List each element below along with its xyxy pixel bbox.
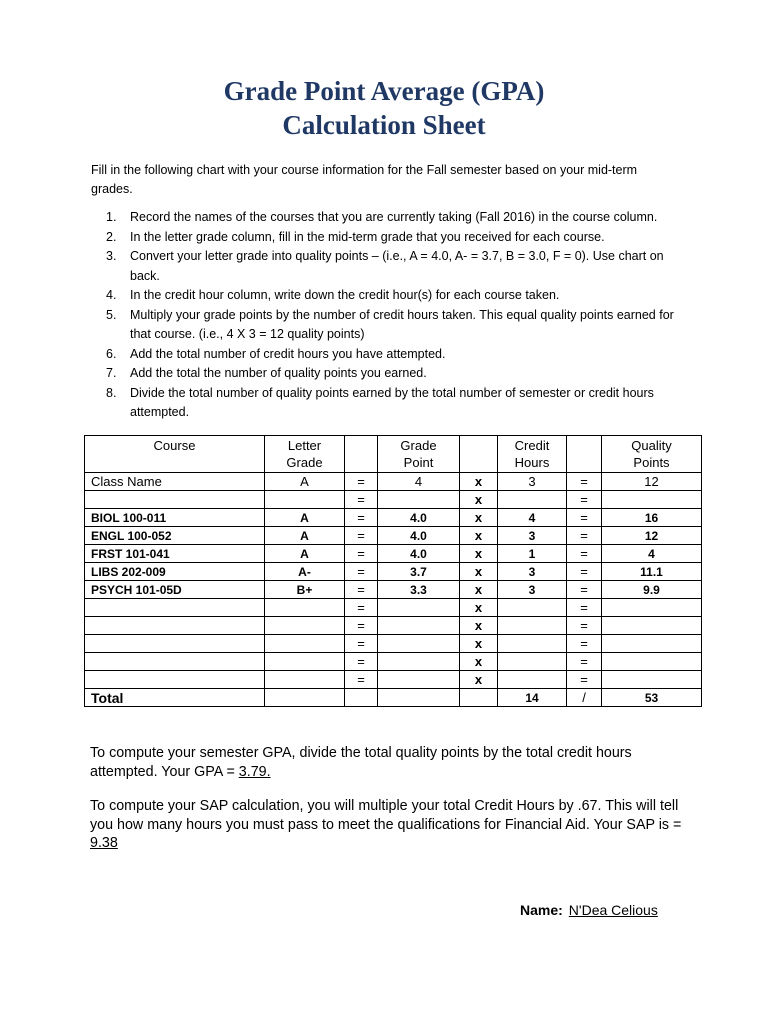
equals-sign: = bbox=[345, 635, 378, 653]
course-cell bbox=[85, 653, 265, 671]
sap-paragraph: To compute your SAP calculation, you will multiple your total Credit Hours by .67. This will tell you how many hours you must pass to meet the qualifications for Financial Aid. Your SAP is = 9.38 bbox=[90, 798, 682, 851]
table-header-row bbox=[85, 436, 702, 473]
quality-points-cell: 11.1 bbox=[602, 563, 702, 581]
title-line-1: Grade Point Average (GPA) bbox=[223, 76, 545, 106]
equals-sign: = bbox=[567, 563, 602, 581]
equals-sign: = bbox=[345, 491, 378, 509]
grade-point-cell: 4 bbox=[378, 473, 460, 491]
credit-hours-cell bbox=[498, 653, 567, 671]
equals-sign: = bbox=[567, 617, 602, 635]
equals-sign: = bbox=[345, 473, 378, 491]
times-sign: x bbox=[460, 599, 498, 617]
equals-sign: = bbox=[567, 635, 602, 653]
gpa-table bbox=[84, 435, 702, 707]
instruction-step: 6. Add the total number of credit hours you have attempted. bbox=[106, 346, 446, 361]
times-sign: x bbox=[460, 491, 498, 509]
blank-header bbox=[345, 436, 378, 473]
times-sign: x bbox=[460, 563, 498, 581]
title-line-2: Calculation Sheet bbox=[282, 110, 486, 140]
divide-sign: / bbox=[567, 689, 602, 707]
credit-hours-cell bbox=[498, 491, 567, 509]
quality-points-cell bbox=[602, 653, 702, 671]
letter-grade-cell bbox=[265, 653, 345, 671]
grade-point-cell bbox=[378, 617, 460, 635]
instruction-step: 4. In the credit hour column, write down the credit hour(s) for each course taken. bbox=[106, 288, 560, 302]
empty-cell bbox=[345, 689, 378, 707]
quality-points-cell bbox=[602, 617, 702, 635]
quality-points-cell: 16 bbox=[602, 509, 702, 527]
course-cell bbox=[85, 671, 265, 689]
credit-hours-cell: 3 bbox=[498, 563, 567, 581]
times-sign: x bbox=[460, 653, 498, 671]
equals-sign: = bbox=[345, 671, 378, 689]
times-sign: x bbox=[460, 635, 498, 653]
table-row bbox=[85, 509, 702, 527]
credit-hours-cell bbox=[498, 599, 567, 617]
blank-row bbox=[85, 617, 702, 635]
table-row bbox=[85, 563, 702, 581]
letter-grade-cell bbox=[265, 491, 345, 509]
times-sign: x bbox=[460, 581, 498, 599]
grade-point-cell: 3.3 bbox=[378, 581, 460, 599]
letter-grade-cell bbox=[265, 671, 345, 689]
letter-grade-cell: A bbox=[265, 527, 345, 545]
letter-grade-cell: A bbox=[265, 473, 345, 491]
equals-sign: = bbox=[567, 545, 602, 563]
intro-text: Fill in the following chart with your course information for the Fall semester based on your mid-term grades. bbox=[91, 163, 638, 196]
quality-points-cell bbox=[602, 635, 702, 653]
equals-sign: = bbox=[567, 581, 602, 599]
grade-point-header: Grade Point bbox=[378, 436, 460, 473]
quality-points-header: Quality Points bbox=[602, 436, 702, 473]
credit-hours-cell bbox=[498, 617, 567, 635]
course-cell: ENGL 100-052 bbox=[85, 527, 265, 545]
credit-hours-cell: 4 bbox=[498, 509, 567, 527]
times-sign: x bbox=[460, 473, 498, 491]
equals-sign: = bbox=[345, 509, 378, 527]
course-cell bbox=[85, 599, 265, 617]
letter-grade-cell bbox=[265, 689, 345, 707]
blank-row bbox=[85, 653, 702, 671]
table-row bbox=[85, 581, 702, 599]
total-row bbox=[85, 689, 702, 707]
letter-grade-cell: B+ bbox=[265, 581, 345, 599]
credit-hours-cell bbox=[498, 671, 567, 689]
equals-sign: = bbox=[567, 671, 602, 689]
grade-point-cell bbox=[378, 689, 460, 707]
name-value: N'Dea Celious bbox=[568, 902, 658, 918]
grade-point-cell bbox=[378, 491, 460, 509]
quality-points-cell: 9.9 bbox=[602, 581, 702, 599]
times-sign: x bbox=[460, 617, 498, 635]
letter-grade-cell: A- bbox=[265, 563, 345, 581]
instruction-step: 3. Convert your letter grade into quality points – (i.e., A = 4.0, A- = 3.7, B = 3.0, F = 0). Use chart on back. bbox=[106, 249, 664, 283]
equals-sign: = bbox=[567, 509, 602, 527]
quality-points-cell bbox=[602, 491, 702, 509]
credit-hours-cell: 1 bbox=[498, 545, 567, 563]
times-sign: x bbox=[460, 671, 498, 689]
letter-grade-cell: A bbox=[265, 509, 345, 527]
grade-point-cell bbox=[378, 653, 460, 671]
student-name bbox=[520, 902, 658, 918]
instruction-list bbox=[106, 208, 686, 423]
grade-point-cell: 4.0 bbox=[378, 527, 460, 545]
letter-grade-cell: A bbox=[265, 545, 345, 563]
total-label: Total bbox=[85, 689, 265, 707]
letter-grade-cell bbox=[265, 635, 345, 653]
empty-cell bbox=[460, 689, 498, 707]
blank-row bbox=[85, 491, 702, 509]
equals-sign: = bbox=[567, 491, 602, 509]
equals-sign: = bbox=[345, 653, 378, 671]
credit-hours-cell: 3 bbox=[498, 473, 567, 491]
document-title bbox=[0, 74, 768, 142]
course-cell: Class Name bbox=[85, 473, 265, 491]
course-cell: LIBS 202-009 bbox=[85, 563, 265, 581]
credit-hours-cell bbox=[498, 635, 567, 653]
equals-sign: = bbox=[345, 545, 378, 563]
course-cell bbox=[85, 617, 265, 635]
letter-grade-header: Letter Grade bbox=[265, 436, 345, 473]
equals-sign: = bbox=[345, 527, 378, 545]
quality-points-cell bbox=[602, 671, 702, 689]
table-row bbox=[85, 545, 702, 563]
equals-sign: = bbox=[345, 563, 378, 581]
course-cell: PSYCH 101-05D bbox=[85, 581, 265, 599]
course-header: Course bbox=[85, 436, 265, 473]
blank-row bbox=[85, 599, 702, 617]
table-row bbox=[85, 527, 702, 545]
name-label: Name: bbox=[520, 902, 563, 918]
credit-hours-header: Credit Hours bbox=[498, 436, 567, 473]
blank-row bbox=[85, 635, 702, 653]
instruction-step: 5. Multiply your grade points by the number of credit hours taken. This equal quality points earned for that course. (i.e., 4 X 3 = 12 quality points) bbox=[106, 307, 674, 341]
equals-sign: = bbox=[345, 581, 378, 599]
times-sign: x bbox=[460, 527, 498, 545]
course-cell: BIOL 100-011 bbox=[85, 509, 265, 527]
instruction-step: 2. In the letter grade column, fill in the mid-term grade that you received for each course. bbox=[106, 229, 605, 244]
credit-hours-cell: 3 bbox=[498, 527, 567, 545]
gpa-value: 3.79. bbox=[238, 763, 271, 780]
equals-sign: = bbox=[567, 653, 602, 671]
instruction-step: 8. Divide the total number of quality points earned by the total number of semester or credit hours attempted. bbox=[106, 385, 654, 419]
times-sign: x bbox=[460, 509, 498, 527]
grade-point-cell: 4.0 bbox=[378, 545, 460, 563]
quality-points-cell: 12 bbox=[602, 473, 702, 491]
equals-sign: = bbox=[567, 473, 602, 491]
quality-points-cell bbox=[602, 599, 702, 617]
letter-grade-cell bbox=[265, 617, 345, 635]
equals-sign: = bbox=[567, 599, 602, 617]
course-cell bbox=[85, 635, 265, 653]
total-credit-hours: 14 bbox=[498, 689, 567, 707]
total-quality-points: 53 bbox=[602, 689, 702, 707]
blank-header bbox=[460, 436, 498, 473]
grade-point-cell: 3.7 bbox=[378, 563, 460, 581]
instruction-step: 1. Record the names of the courses that you are currently taking (Fall 2016) in the course column. bbox=[106, 210, 658, 224]
course-cell bbox=[85, 491, 265, 509]
blank-row bbox=[85, 671, 702, 689]
grade-point-cell: 4.0 bbox=[378, 509, 460, 527]
instruction-step: 7. Add the total the number of quality points you earned. bbox=[106, 366, 427, 380]
quality-points-cell: 4 bbox=[602, 545, 702, 563]
grade-point-cell bbox=[378, 671, 460, 689]
quality-points-cell: 12 bbox=[602, 527, 702, 545]
example-row bbox=[85, 473, 702, 491]
grade-point-cell bbox=[378, 635, 460, 653]
times-sign: x bbox=[460, 545, 498, 563]
equals-sign: = bbox=[345, 617, 378, 635]
sap-value: 9.38 bbox=[90, 835, 118, 851]
letter-grade-cell bbox=[265, 599, 345, 617]
grade-point-cell bbox=[378, 599, 460, 617]
blank-header bbox=[567, 436, 602, 473]
gpa-paragraph: To compute your semester GPA, divide the total quality points by the total credit hours attempted. Your GPA = 3.79. bbox=[90, 745, 632, 780]
equals-sign: = bbox=[345, 599, 378, 617]
course-cell: FRST 101-041 bbox=[85, 545, 265, 563]
credit-hours-cell: 3 bbox=[498, 581, 567, 599]
equals-sign: = bbox=[567, 527, 602, 545]
